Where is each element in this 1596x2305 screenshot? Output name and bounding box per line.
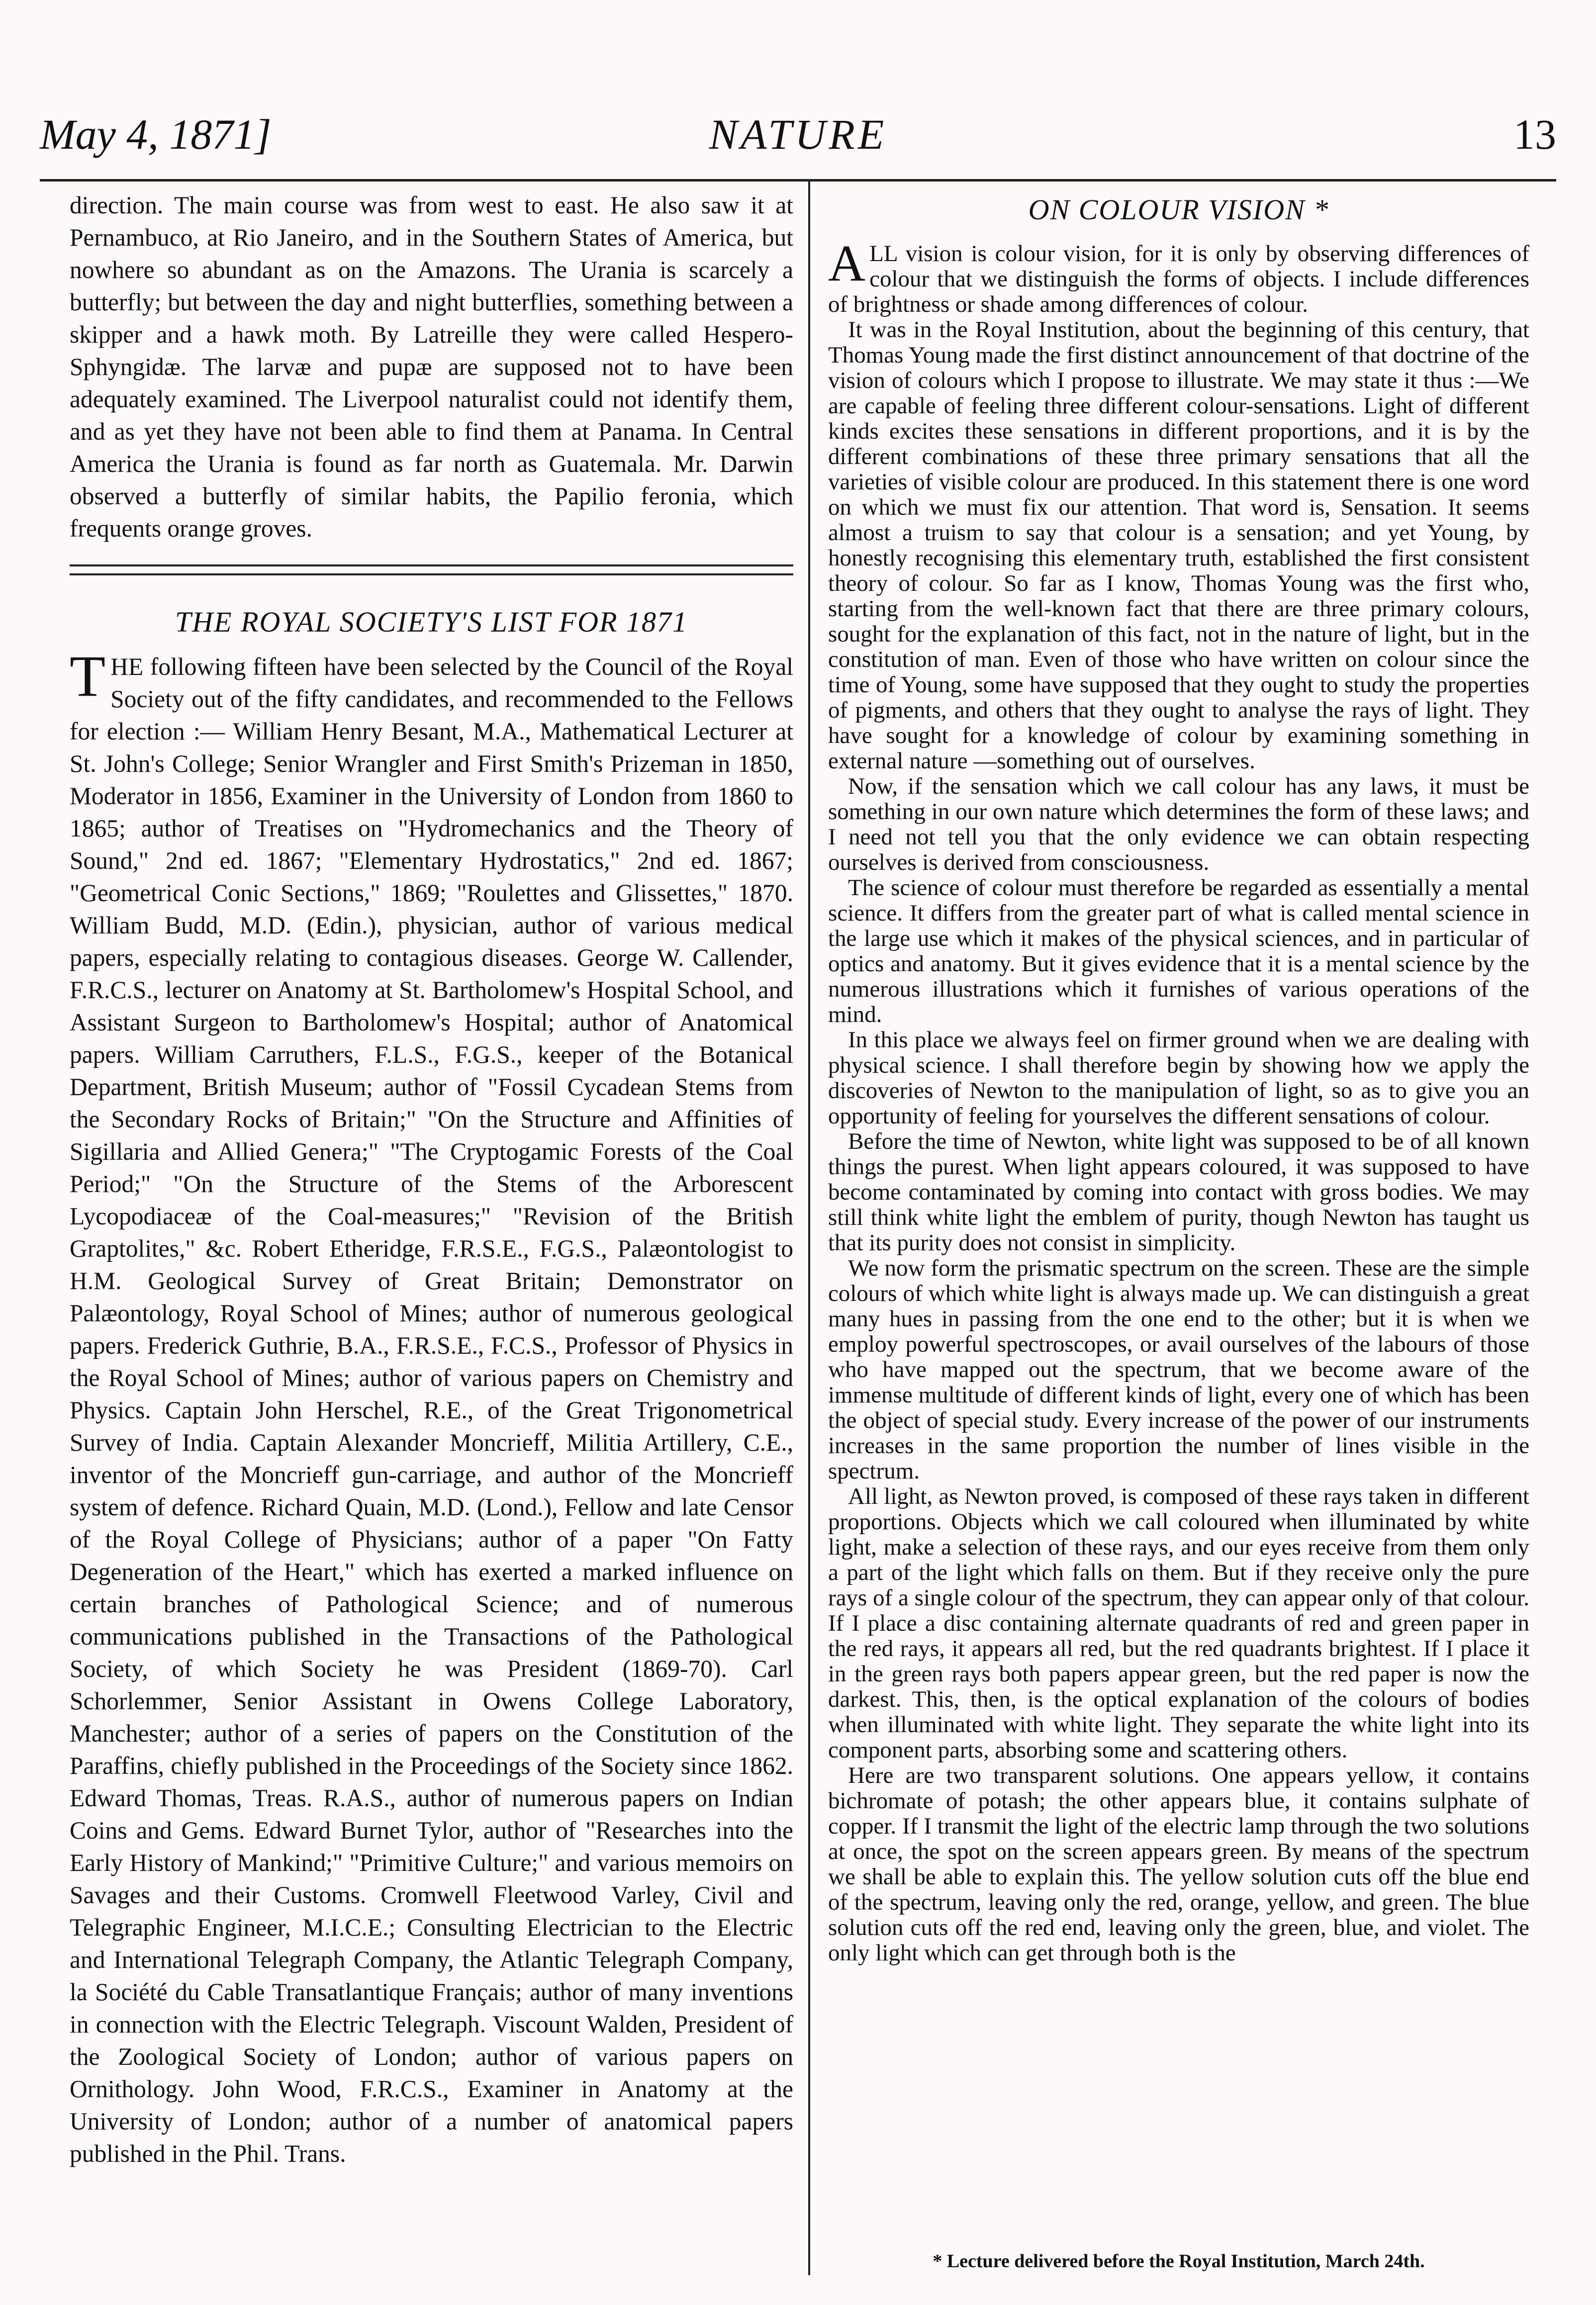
- royal-society-body: [70, 644, 793, 2170]
- article-paragraph: The science of colour must therefore be regarded as essentially a mental science. It differs from the greater part of what is called mental science in the large use which it makes of the physical sciences, and in particular of optics and anatomy. But it gives evidence that it is a mental science by the numerous illustrations which it furnishes of various operations of the mind.: [828, 875, 1529, 1027]
- drop-cap: A: [828, 235, 866, 292]
- page-number: 13: [1513, 110, 1556, 158]
- column-divider: [808, 182, 810, 2275]
- article-paragraph: We now form the prismatic spectrum on the screen. These are the simple colours of which white light is always made up. We can distinguish a great many hues in passing from the one end to the other; but it is when we employ powerful spectroscopes, or avail ourselves of the labours of those who have mapped out the spectrum, that we become aware of the immense multitude of different kinds of light, every one of which has been the object of special study. Every increase of the power of our instruments increases in the same proportion the number of lines visible in the spectrum.: [828, 1255, 1529, 1484]
- article-paragraph: [828, 235, 1529, 317]
- colour-vision-title: ON COLOUR VISION *: [1028, 193, 1329, 226]
- urania-article-continuation: direction. The main course was from west to east. He also saw it at Pernambuco, at Rio Janeiro, and in the Southern States of America, but nowhere so abundant as on the Amazons. The Urania is scarcely a butterfly; but between the day and night butterflies, something between a skipper and a hawk moth. By Latreille they were called Hespero-Sphyngidæ. The larvæ and pupæ are supposed not to have been adequately examined. The Liverpool naturalist could not identify them, and as yet they have not been able to find them at Panama. In Central America the Urania is found as far north as Guatemala. Mr. Darwin observed a butterfly of similar habits, the Papilio feronia, which frequents orange groves.: [70, 191, 793, 542]
- article-paragraph: All light, as Newton proved, is composed of these rays taken in different proportions. Objects which we call coloured when illuminated by white light, make a selection of these rays, and our eyes receive from them only a part of the light which falls on them. But if they receive only the pure rays of a single colour of the spectrum, they can appear only of that colour. If I place a disc containing alternate quadrants of red and green paper in the red rays, it appears all red, but the red quadrants brightest. If I place it in the green rays both papers appear green, but the red paper is now the darkest. This, then, is the optical explanation of the colours of bodies when illuminated with white light. They separate the white light into its component parts, absorbing some and scattering others.: [828, 1483, 1529, 1763]
- footnote: * Lecture delivered before the Royal Institution, March 24th.: [933, 2251, 1425, 2272]
- left-column: [70, 189, 793, 2170]
- section-divider: [70, 564, 793, 575]
- article-paragraph: It was in the Royal Institution, about the beginning of this century, that Thomas Young made the first distinct announcement of that doctrine of the vision of colours which I propose to illustrate. We may state it thus :—We are capable of feeling three different colour-sensations. Light of different kinds excites these sensations in different proportions, and it is by the different combinations of these three primary sensations that all the varieties of visible colour are produced. In this statement there is one word on which we must fix our attention. That word is, Sensation. It seems almost a truism to say that colour is a sensation; and yet Young, by honestly recognising this elementary truth, established the first consistent theory of colour. So far as I know, Thomas Young was the first who, starting from the well-known fact that there are three primary colours, sought for the explanation of this fact, not in the nature of light, but in the constitution of man. Even of those who have written on colour since the time of Young, some have supposed that they ought to study the properties of pigments, and others that they ought to analyse the rays of light. They have sought for a knowledge of colour by examining something in external nature —something out of ourselves.: [828, 317, 1529, 774]
- royal-society-text: HE following fifteen have been selected by the Council of the Royal Society out of the fifty candidates, and recommended to the Fellows for election :— William Henry Besant, M.A., Mathematical Lecturer at St. John's College; Senior Wrangler and First Smith's Prizeman in 1850, Moderator in 1856, Examiner in the University of London from 1860 to 1865; author of Treatises on "Hydromechanics and the Theory of Sound," 2nd ed. 1867; "Elementary Hydrostatics," 2nd ed. 1867; "Geometrical Conic Sections," 1869; "Roulettes and Glissettes," 1870. William Budd, M.D. (Edin.), physician, author of various medical papers, especially relating to contagious diseases. George W. Callender, F.R.C.S., lecturer on Anatomy at St. Bartholomew's Hospital School, and Assistant Surgeon to Bartholomew's Hospital; author of Anatomical papers. William Carruthers, F.L.S., F.G.S., keeper of the Botanical Department, British Museum; author of "Fossil Cycadean Stems from the Secondary Rocks of Britain;" "On the Structure and Affinities of Sigillaria and Allied Genera;" "The Cryptogamic Forests of the Coal Period;" "On the Structure of the Stems of the Arborescent Lycopodiaceæ of the Coal-measures;" "Revision of the British Graptolites," &c. Robert Etheridge, F.R.S.E., F.G.S., Palæontologist to H.M. Geological Survey of Great Britain; Demonstrator on Palæontology, Royal School of Mines; author of numerous geological papers. Frederick Guthrie, B.A., F.R.S.E., F.C.S., Professor of Physics in the Royal School of Mines; author of various papers on Chemistry and Physics. Captain John Herschel, R.E., of the Great Trigonometrical Survey of India. Captain Alexander Moncrieff, Militia Artillery, C.E., inventor of the Moncrieff gun-carriage, and author of the Moncrieff system of defence. Richard Quain, M.D. (Lond.), Fellow and late Censor of the Royal College of Physicians; author of a paper "On Fatty Degeneration of the Heart," which has exerted a marked influence on certain branches of Pathological Science; and of numerous communications published in the Transactions of the Pathological Society, of which Society he was President (1869-70). Carl Schorlemmer, Senior Assistant in Owens College Laboratory, Manchester; author of a series of papers on the Constitution of the Paraffins, chiefly published in the Proceedings of the Society since 1862. Edward Thomas, Treas. R.A.S., author of numerous papers on Indian Coins and Gems. Edward Burnet Tylor, author of "Researches into the Early History of Mankind;" "Primitive Culture;" and various memoirs on Savages and their Customs. Cromwell Fleetwood Varley, Civil and Telegraphic Engineer, M.I.C.E.; Consulting Electrician to the Electric and International Telegraph Company, the Atlantic Telegraph Company, la Société du Cable Transatlantique Français; author of many inventions in connection with the Electric Telegraph. Viscount Walden, President of the Zoological Society of London; author of various papers on Ornithology. John Wood, F.R.C.S., Examiner in Anatomy at the University of London; author of a number of anatomical papers published in the Phil. Trans.: [70, 653, 793, 2167]
- paragraph-text: LL vision is colour vision, for it is only by observing differences of colour that we distinguish the forms of objects. I include differences of brightness or shade among differences of colour.: [828, 241, 1529, 317]
- article-paragraph: Before the time of Newton, white light was supposed to be of all known things the purest. When light appears coloured, it was supposed to have become contaminated by coming into contact with gross bodies. We may still think white light the emblem of purity, though Newton has taught us that its purity does not consist in simplicity.: [828, 1128, 1529, 1256]
- journal-title: NATURE: [709, 110, 887, 158]
- article-paragraph: Here are two transparent solutions. One appears yellow, it contains bichromate of potash; the other appears blue, it contains sulphate of copper. If I transmit the light of the electric lamp through the two solutions at once, the spot on the screen appears green. By means of the spectrum we shall be able to explain this. The yellow solution cuts off the blue end of the spectrum, leaving only the red, orange, yellow, and green. The blue solution cuts off the red end, leaving only the green, blue, and violet. The only light which can get through both is the: [828, 1762, 1529, 1966]
- article-paragraph: Now, if the sensation which we call colour has any laws, it must be something in our own nature which determines the form of these laws; and I need not tell you that the only evidence we can obtain respecting ourselves is derived from consciousness.: [828, 773, 1529, 875]
- page-header: [40, 94, 1556, 174]
- article-paragraph: In this place we always feel on firmer ground when we are dealing with physical science. I shall therefore begin by showing how we apply the discoveries of Newton to the manipulation of light, so as to give you an opportunity of feeling for yourselves the different sensations of colour.: [828, 1027, 1529, 1129]
- right-column: [828, 189, 1529, 1966]
- issue-date: May 4, 1871]: [40, 110, 272, 158]
- header-rule: [40, 179, 1556, 182]
- drop-cap: T: [70, 644, 106, 709]
- royal-society-title: THE ROYAL SOCIETY'S LIST FOR 1871: [175, 606, 688, 638]
